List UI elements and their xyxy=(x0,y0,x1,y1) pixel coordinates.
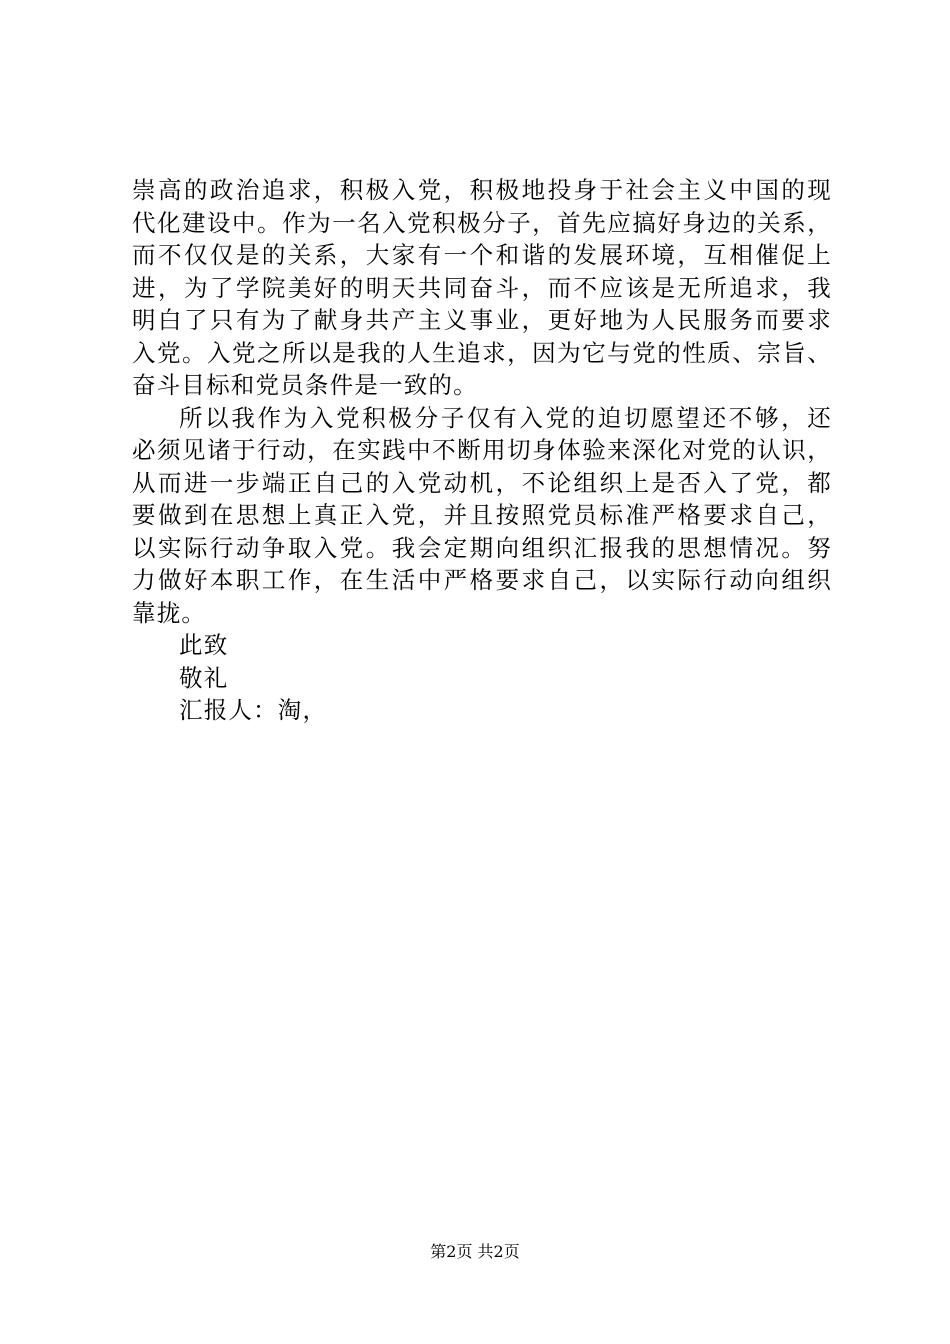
paragraph-line: 而不仅仅是的关系，大家有一个和谐的发展环境，互相催促上 xyxy=(132,241,832,269)
paragraph-line: 从而进一步端正自己的入党动机，不论组织上是否入了党，都 xyxy=(132,468,832,497)
paragraph-line: 明白了只有为了献身共产主义事业，更好地为人民服务而要求 xyxy=(132,306,832,334)
page-number-footer: 第2页 共2页 xyxy=(430,1242,520,1261)
closing-salutation: 此致 xyxy=(179,631,229,659)
paragraph-line: 力做好本职工作，在生活中严格要求自己，以实际行动向组织 xyxy=(132,566,832,594)
reporter-signature: 汇报人：淘， xyxy=(179,696,328,724)
paragraph-line: 入党。入党之所以是我的人生追求，因为它与党的性质、宗旨、 xyxy=(132,338,832,367)
paragraph-line: 所以我作为入党积极分子仅有入党的迫切愿望还不够，还 xyxy=(179,403,832,432)
paragraph-line: 必须见诸于行动，在实践中不断用切身体验来深化对党的认识， xyxy=(132,436,832,464)
paragraph-line: 代化建设中。作为一名入党积极分子，首先应搞好身边的关系， xyxy=(132,208,832,237)
paragraph-line: 奋斗目标和党员条件是一致的。 xyxy=(132,371,478,399)
closing-regards: 敬礼 xyxy=(179,663,229,692)
paragraph-line: 以实际行动争取入党。我会定期向组织汇报我的思想情况。努 xyxy=(132,533,832,562)
paragraph-line: 崇高的政治追求，积极入党，积极地投身于社会主义中国的现 xyxy=(132,176,832,204)
letter-body xyxy=(132,174,832,727)
paragraph-line: 靠拢。 xyxy=(132,598,207,627)
paragraph-line: 进，为了学院美好的明天共同奋斗，而不应该是无所追求，我 xyxy=(132,273,832,302)
paragraph-line: 要做到在思想上真正入党，并且按照党员标准严格要求自己， xyxy=(132,501,832,529)
